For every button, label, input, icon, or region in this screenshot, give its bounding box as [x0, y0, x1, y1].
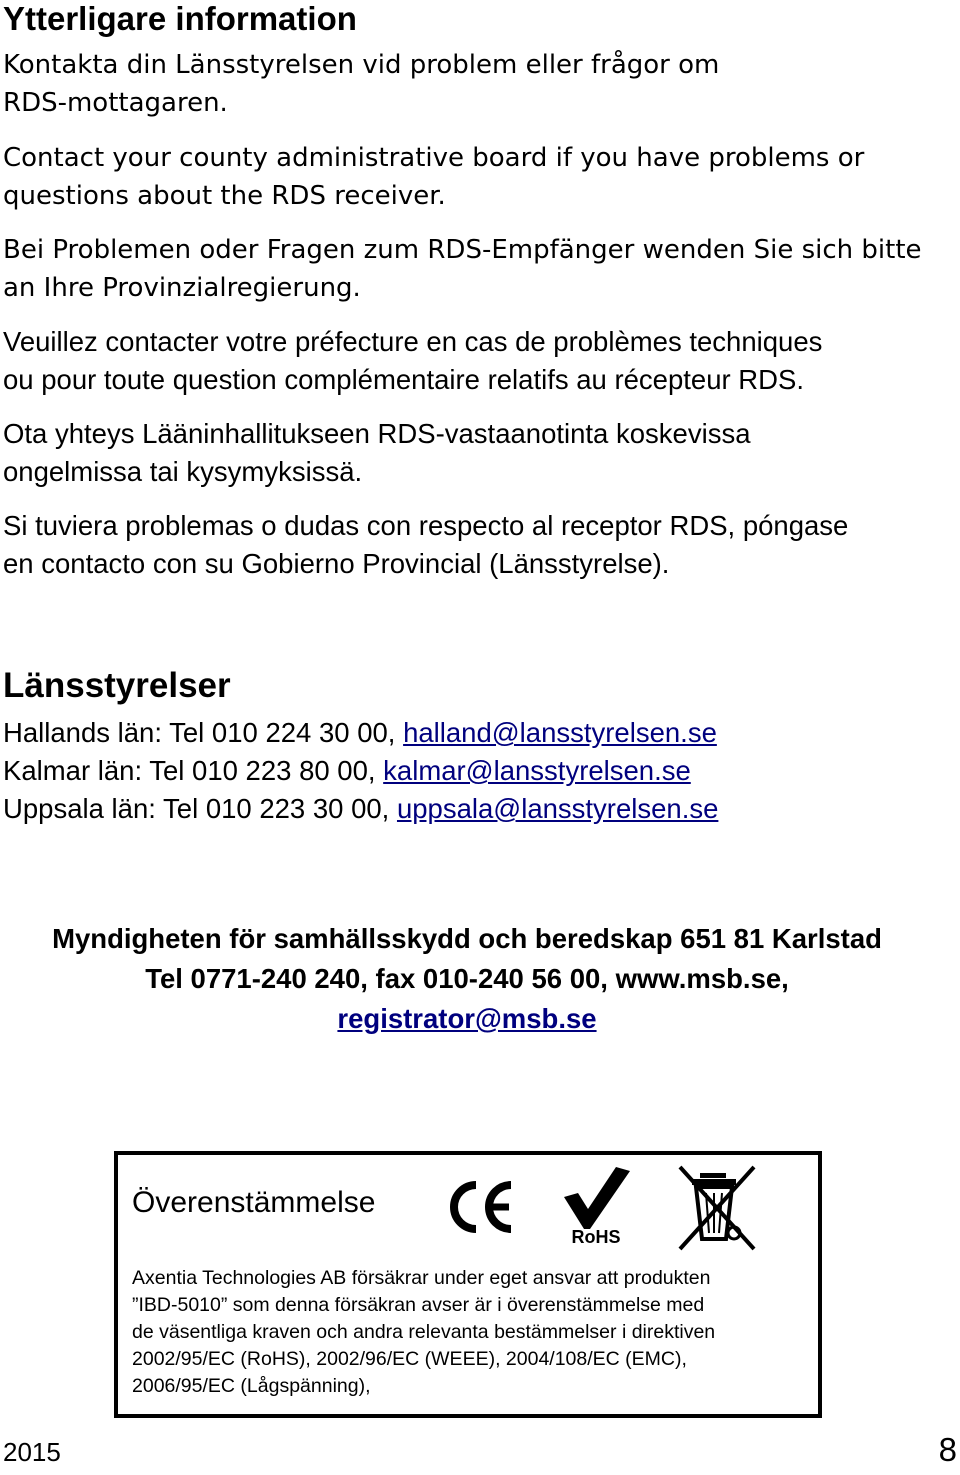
rohs-mark-icon	[558, 1163, 634, 1247]
conformity-box	[114, 1151, 822, 1418]
email-link-kalmar[interactable]: kalmar@lansstyrelsen.se	[383, 755, 691, 786]
contact-item-kalmar	[3, 752, 718, 790]
paragraph-line: RDS-mottagaren.	[3, 88, 228, 118]
paragraph-line: Ota yhteys Lääninhallitukseen RDS-vastaanotinta koskevissa	[3, 418, 751, 449]
county-contact-list	[3, 714, 718, 828]
paragraph-swedish	[3, 46, 719, 122]
declaration-line: ”IBD-5010” som denna försäkran avser är i överenstämmelse med	[132, 1294, 705, 1316]
paragraph-spanish	[3, 507, 848, 583]
conformity-title: Överenstämmelse	[132, 1186, 376, 1219]
agency-address: Myndigheten för samhällsskydd och beredskap 651 81 Karlstad	[52, 923, 882, 954]
weee-crossed-bin-icon	[676, 1163, 758, 1253]
paragraph-line: Kontakta din Länsstyrelsen vid problem eller frågor om	[3, 50, 720, 80]
paragraph-line: Veuillez contacter votre préfecture en cas de problèmes techniques	[3, 326, 823, 357]
ce-mark-icon	[445, 1177, 515, 1237]
email-link-uppsala[interactable]: uppsala@lansstyrelsen.se	[396, 793, 719, 824]
paragraph-line: Bei Problemen oder Fragen zum RDS-Empfänger wenden Sie sich bitte	[3, 235, 922, 265]
contact-item-uppsala	[3, 790, 718, 828]
contact-phone-text: Kalmar län: Tel 010 223 80 00,	[3, 755, 384, 786]
agency-email-link[interactable]: registrator@msb.se	[337, 1003, 597, 1034]
page-number: 8	[938, 1431, 957, 1468]
contact-phone-text: Uppsala län: Tel 010 223 30 00,	[3, 793, 397, 824]
paragraph-line: Si tuviera problemas o dudas con respecto al receptor RDS, póngase	[3, 510, 849, 541]
agency-footer	[0, 919, 934, 1039]
declaration-line: de väsentliga kraven och andra relevanta bestämmelser i direktiven	[132, 1321, 716, 1343]
paragraph-line: an Ihre Provinzialregierung.	[3, 273, 361, 303]
declaration-line: Axentia Technologies AB försäkrar under eget ansvar att produkten	[132, 1267, 711, 1289]
agency-contact-line: Tel 0771-240 240, fax 010-240 56 00, www.msb.se,	[145, 963, 789, 994]
paragraph-english	[3, 139, 864, 215]
conformity-declaration	[132, 1265, 715, 1400]
declaration-line: 2002/95/EC (RoHS), 2002/96/EC (WEEE), 2004/108/EC (EMC),	[132, 1348, 687, 1370]
contact-phone-text: Hallands län: Tel 010 224 30 00,	[3, 717, 404, 748]
declaration-line: 2006/95/EC (Lågspänning),	[132, 1375, 371, 1397]
rohs-label: RoHS	[571, 1227, 621, 1247]
paragraph-line: ongelmissa tai kysymyksissä.	[3, 456, 363, 487]
page-year: 2015	[3, 1437, 61, 1467]
paragraph-finnish	[3, 415, 750, 491]
heading-additional-information: Ytterligare information	[3, 0, 357, 37]
heading-county-boards: Länsstyrelser	[3, 666, 231, 705]
email-link-halland[interactable]: halland@lansstyrelsen.se	[403, 717, 717, 748]
paragraph-french	[3, 323, 822, 399]
contact-item-halland	[3, 714, 718, 752]
paragraph-line: en contacto con su Gobierno Provincial (Länsstyrelse).	[3, 548, 670, 579]
paragraph-line: Contact your county administrative board if you have problems or	[3, 143, 865, 173]
paragraph-german	[3, 231, 922, 307]
paragraph-line: ou pour toute question complémentaire relatifs au récepteur RDS.	[3, 364, 804, 395]
paragraph-line: questions about the RDS receiver.	[3, 181, 446, 211]
